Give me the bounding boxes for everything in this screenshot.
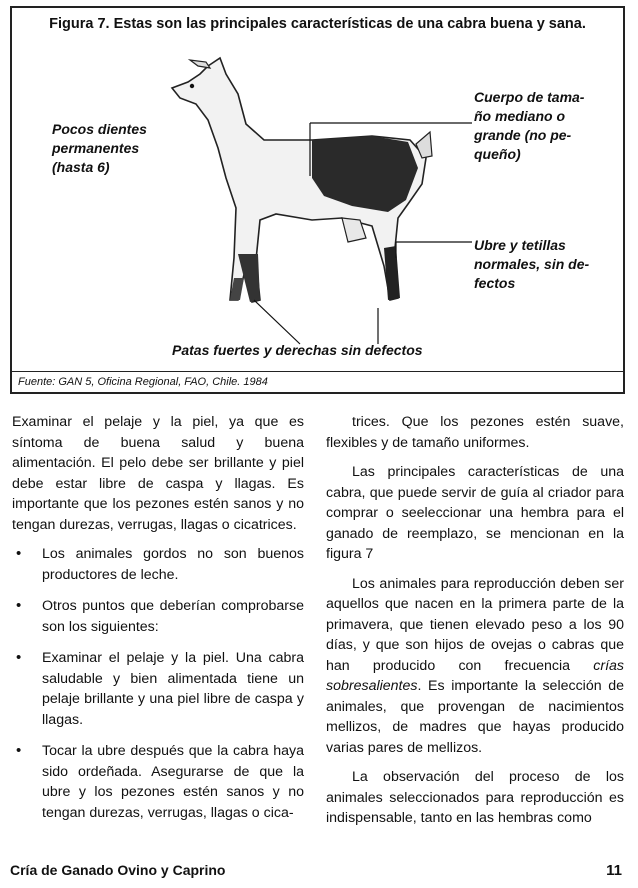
reproduction-text-end: . Es importante la selección de animales, que provengan de nacimientos mellizos, de madres que hayas producido varias pares de mellizos. [326,678,624,756]
bullet-item: • Otros puntos que deberían comprobarse son los siguientes: [12,596,304,637]
left-column [12,412,304,834]
paragraph-observation: La observación del proceso de los animales seleccionados para reproducción es indispensable, tanto en las hembras como [326,769,624,826]
label-body-line3: grande (no pe- [474,127,572,143]
figure-source: Fuente: GAN 5, Oficina Regional, FAO, Chile. 1984 [12,371,623,392]
paragraph-trices: trices. Que los pezones estén suave, flexibles y de tamaño uniformes. [326,414,624,451]
label-udder-line1: Ubre y tetillas [474,237,566,253]
paragraph-characteristics: Las principales características de una cabra, que puede servir de guía al criador para comprar o seeleccionar una hembra para el ganado de reemplazo, se mencionan en la figura 7 [326,464,624,562]
label-teeth-line1: Pocos dientes [52,121,147,137]
bullet-list [12,544,304,823]
label-body-size [474,88,584,164]
figure-7-box [10,6,625,394]
footer-title: Cría de Ganado Ovino y Caprino [10,862,226,878]
page-number: 11 [606,862,622,879]
label-udder-line3: fectos [474,275,516,291]
bullet-item: • Tocar la ubre después que la cabra haya sido ordeñada. Asegurarse de que la ubre y los pezones estén sanos y no tengan durezas, verrugas, llagas o cica- [12,741,304,823]
label-udder-line2: normales, sin de- [474,256,590,272]
reproduction-italic: crías sobresalientes [326,657,624,694]
label-teeth [52,120,147,177]
intro-paragraph: Examinar el pelaje y la piel, ya que es síntoma de buena salud y buena alimentación. El pelo debe ser brillante y piel debe estar libre de caspa y llagas. Es importante que los pezones estén sanos y no tengan durezas, verrugas, llagas o cicatrices. [12,414,304,533]
label-body-line2: ño mediano o [474,108,565,124]
paragraph-reproduction [326,574,624,759]
label-legs: Patas fuertes y derechas sin defectos [172,342,423,358]
reproduction-text-start: Los animales para reproducción deben ser aquellos que nacen en la primera parte de la primavera, que tienen elevado peso a los 90 días, y que son hijos de ovejas o cabras que han producido con frecuencia [326,575,624,674]
bullet-item: • Los animales gordos no son buenos productores de leche. [12,544,304,585]
figure-title: Figura 7. Estas son las principales características de una cabra buena y sana. [49,16,586,32]
bullet-item: • Examinar el pelaje y la piel. Una cabra saludable y bien alimentada tiene un pelaje brillante y una piel libre de caspa y llagas. [12,648,304,730]
goat-illustration [12,8,623,372]
label-body-line1: Cuerpo de tama- [474,89,585,105]
label-body-line4: queño) [474,146,521,162]
right-column [326,412,624,838]
label-udder [474,236,589,293]
label-teeth-line2: permanentes [52,140,140,156]
label-teeth-line3: (hasta 6) [52,159,110,175]
